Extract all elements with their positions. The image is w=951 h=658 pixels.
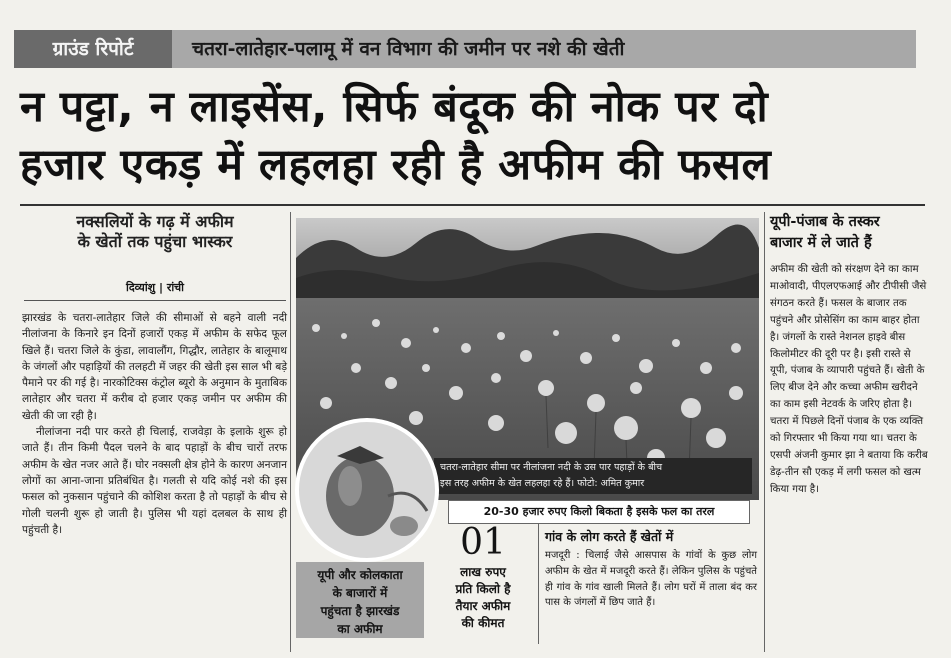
column-divider-3: [764, 212, 765, 652]
price-stat: [432, 522, 534, 642]
kicker-bar: [14, 30, 916, 68]
left-paragraph-1: झारखंड के चतरा-लातेहार जिले की सीमाओं से बहने वाली नदी नीलांजना के किनारे इन दिनों हजारों एकड़ में अफीम के सफेद फूल खिले हैं। चतरा जिले के कुंडा, लावालौंग, गिद्धौर, लातेहार के बालूमाथ के जंगलों और पहाड़ियों की तलहटी में जहर की खेती इस साल भी बड़े पैमाने पर की गई है। नारकोटिक्स कंट्रोल ब्यूरो के अनुमान के मुताबिक लातेहार और चतरा में करीब दो हजार एकड़ जमीन पर अफीम की खेती की जा रही है।: [22, 312, 287, 422]
left-paragraph-2: नीलांजना नदी पार करते ही चिलाई, राजवेड़ा के इलाके शुरू हो जाते हैं। तीन किमी पैदल चलने के बाद पहाड़ों के बीच चारों तरफ अफीम के खेत नजर आते हैं। घोर नक्सली क्षेत्र होने के कारण अनजान लोगों का आना-जाना प्रतिबंधित है। गलती से यदि कोई नशे की इस फसल को नुकसान पहुंचाने की कोशिश करता है तो पहाड़ों के बीच से गोली चलनी शुरू हो जाती है। पुलिस भी यहां दलबल के साथ ही पहुंचती है।: [22, 426, 287, 536]
stat-line-3: तैयार अफीम: [455, 599, 511, 613]
market-box-line-4: का अफीम: [337, 622, 383, 636]
price-strip: 20-30 हजार रुपए किलो बिकता है इसके फल का तरल: [448, 500, 750, 524]
ground-report-tag: ग्राउंड रिपोर्ट: [14, 30, 172, 68]
market-info-box: [296, 562, 424, 638]
photo-caption-line-1: चतरा-लातेहार सीमा पर नीलांजना नदी के उस पार पहाड़ों के बीच: [440, 462, 663, 473]
column-divider-1: [290, 212, 291, 652]
column-divider-2: [538, 524, 539, 644]
right-subheadline-line-1: यूपी-पंजाब के तस्कर: [770, 214, 880, 230]
main-headline: [20, 78, 925, 194]
villagers-text: मजदूरी : चिलाई जैसे आसपास के गांवों के कुछ लोग अफीम के खेत में मजदूरी करते हैं। लेकिन पुलिस के पहुंचते ही गांव के गांव खाली मिलते हैं। लोग घरों में ताला बंद कर पास के जंगलों में छिप जाते हैं।: [545, 550, 757, 609]
market-box-line-2: के बाजारों में: [332, 586, 388, 600]
headline-rule: [20, 204, 925, 206]
kicker-text: चतरा-लातेहार-पलामू में वन विभाग की जमीन पर नशे की खेती: [192, 38, 625, 60]
left-subheadline-line-2: के खेतों तक पहुंचा भास्कर: [77, 232, 233, 251]
stat-line-1: लाख रुपए: [460, 565, 506, 579]
right-column-text: अफीम की खेती को संरक्षण देने का काम माओवादी, पीएलएफआई और टीपीसी जैसे संगठन करते हैं। फसल के बाजार तक पहुंचने और प्रोसेसिंग का काम बाहर होता है। जंगलों के रास्ते नेशनल हाइवे बीस किलोमीटर की दूरी पर है। इसी रास्ते से यूपी, पंजाब के व्यापारी पहुंचते हैं। खेती के लिए बीज देने और कच्चा अफीम खरीदने का काम इसी नेटवर्क के जरिए होता है। चतरा में पिछले दिनों पंजाब के एक व्यक्ति को गिरफ्तार भी किया गया था। चतरा के एसपी अंजनी कुमार झा ने बताया कि करीब डेढ़-तीन सौ एकड़ में लगी फसल को खत्म किया गया है।: [770, 264, 928, 495]
headline-line-1: न पट्टा, न लाइसेंस, सिर्फ बंदूक की नोक पर दो: [20, 82, 769, 132]
byline: दिव्यांशु | रांची: [125, 281, 185, 294]
market-box-line-1: यूपी और कोलकाता: [317, 568, 403, 582]
left-subheadline-line-1: नक्सलियों के गढ़ में अफीम: [76, 212, 234, 231]
photo-caption-line-2: इस तरह अफीम के खेत लहलहा रहे हैं। फोटो: अमित कुमार: [440, 478, 645, 489]
stat-line-4: की कीमत: [461, 616, 505, 630]
left-column-text: [22, 310, 287, 538]
poppy-pod-inset: [292, 416, 442, 564]
right-subheadline: [770, 212, 932, 254]
left-subheadline: [24, 212, 286, 252]
photo-caption: [434, 458, 752, 494]
stat-line-2: प्रति किलो है: [455, 582, 511, 596]
byline-rule: [24, 300, 286, 301]
headline-line-2: हजार एकड़ में लहलहा रही है अफीम की फसल: [20, 140, 772, 190]
villagers-heading: गांव के लोग करते हैं खेतों में: [545, 529, 674, 544]
market-box-line-3: पहुंचता है झारखंड: [320, 604, 400, 618]
right-subheadline-line-2: बाजार में ले जाते हैं: [770, 235, 872, 251]
stat-number: 01: [460, 522, 506, 563]
